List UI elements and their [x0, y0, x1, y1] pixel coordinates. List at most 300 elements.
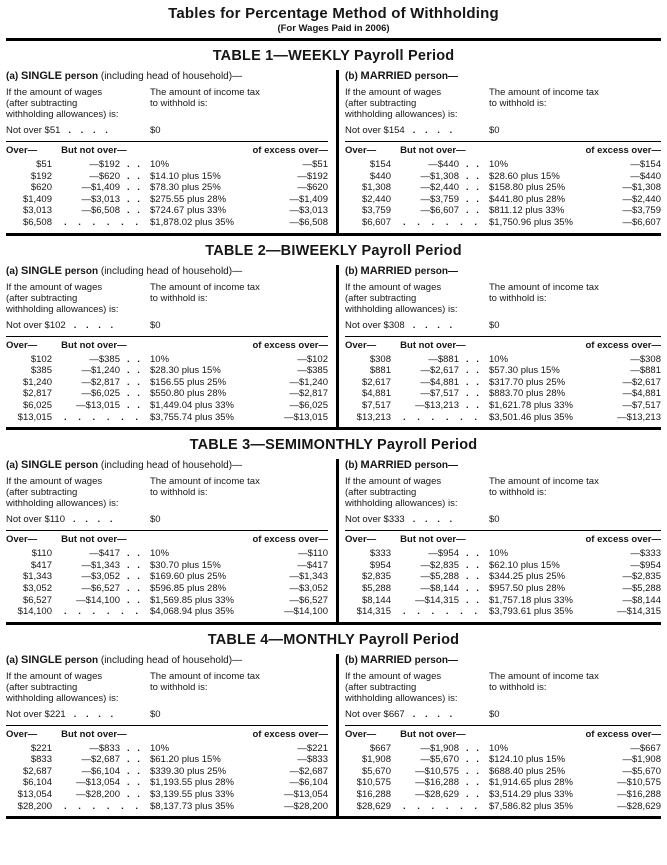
bracket-row: [6, 560, 328, 572]
zero-tax-value: $0: [489, 319, 500, 331]
married-panel: [345, 263, 661, 424]
over-value: $1,409: [22, 193, 52, 205]
dot-leader: . .: [466, 365, 479, 377]
of-excess-over-header: of excess over—: [585, 728, 661, 740]
over-value: $6,025: [22, 399, 52, 411]
but-not-over-value: —$1,343: [81, 559, 120, 571]
payroll-table: [0, 437, 667, 625]
tax-formula: $550.80 plus 28%: [150, 388, 227, 400]
dot-leader: . .: [127, 205, 140, 217]
excess-over-value: —$13,054: [284, 789, 328, 801]
tax-formula: 10%: [489, 159, 509, 170]
excess-over-value: —$385: [297, 365, 328, 377]
zero-tax-value: $0: [150, 125, 161, 136]
filing-status-heading: (b) MARRIED person—: [345, 70, 459, 82]
but-not-over-value: . . . . . .: [64, 606, 139, 618]
bracket-row: [6, 388, 328, 400]
tax-formula: $7,586.82 plus 35%: [489, 800, 573, 812]
tax-formula: $57.30 plus 15%: [489, 365, 560, 377]
over-header: Over—: [6, 534, 38, 546]
bracket-row: [6, 354, 328, 366]
excess-over-value: —$1,308: [622, 182, 661, 194]
wages-column-label: If the amount of wages (after subtracting withholding allowances) is:: [6, 281, 119, 315]
table-panels: [6, 68, 661, 229]
but-not-over-value: —$3,759: [420, 193, 459, 205]
dot-leader: . .: [466, 754, 479, 766]
bracket-header-row: [345, 725, 661, 740]
not-over-row: [6, 514, 328, 528]
but-not-over-value: . . . . . .: [403, 411, 478, 423]
over-value: $6,527: [22, 594, 52, 606]
but-not-over-value: —$6,025: [81, 388, 120, 400]
married-panel: [345, 68, 661, 229]
bracket-row: [6, 182, 328, 194]
over-value: $28,200: [17, 800, 52, 812]
bracket-row: [345, 217, 661, 229]
over-value: $667: [369, 742, 391, 754]
tax-formula: $1,621.78 plus 33%: [489, 399, 573, 411]
payroll-table: [0, 632, 667, 820]
tax-formula: $124.10 plus 15%: [489, 754, 566, 766]
bracket-rows: [345, 354, 661, 424]
but-not-over-value: . . . . . .: [64, 411, 139, 423]
but-not-over-header: But not over—: [400, 728, 466, 740]
bracket-row: [345, 182, 661, 194]
tax-formula: $3,514.29 plus 33%: [489, 789, 573, 801]
over-value: $14,315: [356, 606, 391, 618]
but-not-over-value: —$8,144: [420, 582, 459, 594]
tax-formula: $3,755.74 plus 35%: [150, 411, 234, 423]
condition-columns: [6, 282, 328, 315]
over-value: $333: [369, 548, 391, 560]
over-value: $5,670: [361, 765, 391, 777]
over-value: $2,617: [361, 376, 391, 388]
but-not-over-value: —$6,104: [81, 765, 120, 777]
bracket-row: [345, 801, 661, 813]
tax-column-label: The amount of income tax to withhold is:: [489, 281, 599, 304]
dot-leader: . . . .: [73, 319, 114, 331]
wages-column-label: If the amount of wages (after subtracting withholding allowances) is:: [6, 670, 119, 704]
bracket-row: [345, 194, 661, 206]
excess-over-value: —$2,440: [622, 193, 661, 205]
excess-over-value: —$667: [630, 742, 661, 754]
wages-column-label: If the amount of wages (after subtracting withholding allowances) is:: [6, 476, 119, 510]
bracket-row: [6, 194, 328, 206]
but-not-over-value: —$385: [89, 353, 120, 365]
over-value: $2,817: [22, 388, 52, 400]
dot-leader: . .: [466, 765, 479, 777]
over-value: $3,013: [22, 205, 52, 217]
bracket-row: [345, 571, 661, 583]
dot-leader: . .: [127, 193, 140, 205]
tax-column-label: The amount of income tax to withhold is:: [150, 670, 260, 693]
tax-formula: $156.55 plus 25%: [150, 376, 227, 388]
tax-formula: $688.40 plus 25%: [489, 765, 566, 777]
over-value: $13,213: [356, 411, 391, 423]
not-over-label: Not over $308: [345, 319, 405, 331]
tax-formula: 10%: [150, 353, 170, 365]
but-not-over-value: —$14,100: [76, 594, 120, 606]
over-value: $102: [30, 353, 52, 365]
table-title: TABLE 1—WEEKLY Payroll Period: [212, 48, 455, 64]
excess-over-value: —$51: [302, 159, 328, 170]
page-subtitle: (For Wages Paid in 2006): [277, 23, 390, 34]
single-panel: [6, 457, 328, 618]
zero-tax-value: $0: [150, 514, 161, 526]
dot-leader: . .: [466, 159, 479, 170]
table-title: TABLE 4—MONTHLY Payroll Period: [207, 631, 460, 648]
of-excess-over-header: of excess over—: [252, 534, 328, 546]
dot-leader: [459, 606, 485, 618]
tax-formula: 10%: [489, 353, 509, 365]
over-value: $881: [369, 365, 391, 377]
but-not-over-value: —$620: [89, 170, 120, 182]
over-value: $110: [31, 548, 52, 560]
tax-formula: $78.30 plus 25%: [150, 182, 221, 194]
excess-over-value: —$102: [297, 353, 328, 365]
filing-status-heading: (b) MARRIED person—: [345, 264, 459, 277]
excess-over-value: —$28,200: [284, 800, 328, 812]
excess-over-value: —$6,527: [289, 594, 328, 606]
excess-over-value: —$4,881: [622, 388, 661, 400]
table-title: TABLE 2—BIWEEKLY Payroll Period: [205, 242, 462, 259]
dot-leader: . .: [127, 559, 140, 571]
excess-over-value: —$2,835: [622, 571, 661, 583]
excess-over-value: —$1,908: [622, 754, 661, 766]
excess-over-value: —$5,670: [622, 765, 661, 777]
tax-column-label: The amount of income tax to withhold is:: [489, 87, 599, 109]
of-excess-over-header: of excess over—: [585, 145, 661, 156]
over-value: $154: [369, 159, 391, 170]
dot-leader: . .: [466, 548, 479, 560]
over-value: $8,144: [361, 594, 391, 606]
condition-columns: [6, 671, 328, 704]
but-not-over-value: . . . . . .: [64, 800, 139, 812]
but-not-over-value: —$13,015: [76, 399, 120, 411]
excess-over-value: —$2,617: [622, 376, 661, 388]
excess-over-value: —$14,315: [617, 606, 661, 618]
but-not-over-value: —$10,575: [415, 765, 459, 777]
not-over-label: Not over $102: [6, 319, 66, 331]
but-not-over-header: But not over—: [61, 145, 127, 156]
zero-tax-value: $0: [489, 125, 500, 136]
excess-over-value: —$417: [297, 559, 328, 571]
tax-formula: $3,793.61 plus 35%: [489, 606, 573, 618]
dot-leader: . .: [127, 159, 140, 170]
bracket-row: [6, 171, 328, 183]
dot-leader: . .: [466, 777, 479, 789]
header-divider: [6, 38, 661, 41]
bracket-rows: [345, 548, 661, 618]
of-excess-over-header: of excess over—: [252, 145, 328, 156]
but-not-over-header: But not over—: [61, 534, 127, 546]
zero-tax-value: $0: [150, 708, 161, 720]
over-value: $13,015: [17, 411, 52, 423]
over-value: $14,100: [17, 606, 52, 618]
over-value: $1,343: [22, 571, 52, 583]
not-over-row: [6, 125, 328, 139]
dot-leader: . .: [127, 399, 140, 411]
bracket-row: [345, 606, 661, 618]
married-panel: [345, 457, 661, 618]
over-value: $2,835: [361, 571, 391, 583]
filing-status-heading: (b) MARRIED person—: [345, 653, 459, 666]
over-value: $10,575: [356, 777, 391, 789]
not-over-row: [345, 320, 661, 334]
but-not-over-value: —$3,052: [81, 571, 120, 583]
dot-leader: . . . .: [412, 514, 453, 526]
excess-over-value: —$13,213: [617, 411, 661, 423]
not-over-amount: $667: [383, 708, 405, 720]
excess-over-value: —$13,015: [284, 411, 328, 423]
excess-over-value: —$7,517: [622, 399, 661, 411]
dot-leader: . .: [466, 582, 479, 594]
wages-column-label: If the amount of wages (after subtracting withholding allowances) is:: [6, 87, 119, 120]
bracket-header-row: [345, 530, 661, 545]
dot-leader: . . . .: [73, 708, 114, 720]
but-not-over-value: —$28,629: [415, 789, 459, 801]
over-header: Over—: [345, 145, 377, 156]
but-not-over-value: —$13,213: [415, 399, 459, 411]
tax-formula: $30.70 plus 15%: [150, 559, 221, 571]
bracket-row: [6, 400, 328, 412]
excess-over-value: —$1,343: [289, 571, 328, 583]
tax-column-label: The amount of income tax to withhold is:: [150, 87, 260, 109]
tax-formula: $339.30 plus 25%: [150, 765, 227, 777]
dot-leader: . . . .: [412, 319, 453, 331]
zero-tax-value: $0: [489, 708, 500, 720]
not-over-amount: $333: [383, 514, 405, 526]
over-value: $385: [30, 365, 52, 377]
bracket-row: [345, 777, 661, 789]
excess-over-value: —$3,759: [622, 205, 661, 217]
dot-leader: . .: [466, 353, 479, 365]
dot-leader: [120, 217, 146, 229]
excess-over-value: —$192: [297, 170, 328, 182]
tax-formula: $28.30 plus 15%: [150, 365, 221, 377]
dot-leader: [459, 801, 485, 813]
table-bottom-rule: [6, 427, 661, 430]
over-header: Over—: [6, 145, 38, 156]
dot-leader: . .: [466, 559, 479, 571]
single-panel: [6, 68, 328, 229]
dot-leader: . .: [466, 376, 479, 388]
filing-status-heading: (b) MARRIED person—: [345, 459, 459, 472]
zero-tax-value: $0: [489, 514, 500, 526]
over-value: $620: [30, 182, 52, 194]
condition-columns: [345, 476, 661, 509]
tax-column-label: The amount of income tax to withhold is:: [489, 476, 599, 499]
tax-formula: $1,569.85 plus 33%: [150, 594, 234, 606]
over-value: $3,759: [361, 205, 391, 217]
not-over-label: Not over $51: [6, 125, 61, 136]
dot-leader: . .: [127, 789, 140, 801]
dot-leader: [120, 801, 146, 813]
bracket-row: [6, 377, 328, 389]
condition-columns: [6, 87, 328, 120]
but-not-over-value: —$6,508: [81, 205, 120, 217]
tables-container: [0, 48, 667, 819]
over-value: $16,288: [356, 789, 391, 801]
but-not-over-value: —$1,308: [420, 170, 459, 182]
excess-over-value: —$6,508: [289, 216, 328, 228]
tax-formula: $441.80 plus 28%: [489, 193, 566, 205]
excess-over-value: —$2,687: [289, 765, 328, 777]
excess-over-value: —$440: [630, 170, 661, 182]
bracket-row: [6, 789, 328, 801]
dot-leader: . . . .: [72, 514, 113, 526]
but-not-over-value: . . . . . .: [403, 606, 478, 618]
bracket-row: [345, 365, 661, 377]
tax-formula: $1,193.55 plus 28%: [150, 777, 234, 789]
but-not-over-value: —$417: [89, 548, 120, 560]
bracket-row: [6, 217, 328, 229]
over-value: $2,687: [22, 765, 52, 777]
bracket-row: [345, 766, 661, 778]
bracket-row: [345, 159, 661, 171]
dot-leader: . .: [127, 353, 140, 365]
over-value: $417: [30, 559, 52, 571]
bracket-row: [345, 354, 661, 366]
but-not-over-value: —$192: [89, 159, 120, 170]
wages-column-label: If the amount of wages (after subtracting withholding allowances) is:: [345, 670, 458, 704]
bracket-rows: [6, 548, 328, 618]
tax-column-label: The amount of income tax to withhold is:: [150, 476, 260, 499]
bracket-header-row: [6, 141, 328, 156]
tax-formula: 10%: [150, 742, 170, 754]
dot-leader: . .: [466, 789, 479, 801]
tax-formula: $62.10 plus 15%: [489, 559, 560, 571]
condition-columns: [345, 282, 661, 315]
excess-over-value: —$881: [630, 365, 661, 377]
but-not-over-value: —$14,315: [415, 594, 459, 606]
dot-leader: . .: [127, 182, 140, 194]
tax-formula: $3,501.46 plus 35%: [489, 411, 573, 423]
filing-status-heading: (a) SINGLE person (including head of household)—: [6, 264, 243, 277]
bracket-row: [345, 400, 661, 412]
tax-formula: 10%: [489, 548, 509, 560]
bracket-row: [6, 571, 328, 583]
dot-leader: . .: [127, 742, 140, 754]
wages-column-label: If the amount of wages (after subtracting withholding allowances) is:: [345, 476, 458, 510]
tax-formula: 10%: [150, 159, 170, 170]
but-not-over-value: —$833: [89, 742, 120, 754]
dot-leader: . .: [466, 205, 479, 217]
bracket-header-row: [6, 725, 328, 740]
page-title: Tables for Percentage Method of Withholding: [168, 5, 499, 22]
dot-leader: . .: [127, 765, 140, 777]
excess-over-value: —$6,025: [289, 399, 328, 411]
wages-column-label: If the amount of wages (after subtracting withholding allowances) is:: [345, 87, 458, 120]
dot-leader: . . . .: [68, 125, 108, 136]
dot-leader: . .: [127, 582, 140, 594]
bracket-row: [6, 606, 328, 618]
single-panel: [6, 652, 328, 813]
dot-leader: . .: [466, 742, 479, 754]
of-excess-over-header: of excess over—: [252, 728, 328, 740]
but-not-over-value: . . . . . .: [403, 800, 478, 812]
dot-leader: . .: [466, 182, 479, 194]
dot-leader: . .: [127, 548, 140, 560]
bracket-row: [6, 412, 328, 424]
but-not-over-value: —$4,881: [420, 376, 459, 388]
tax-formula: $28.60 plus 15%: [489, 170, 560, 182]
excess-over-value: —$14,100: [284, 606, 328, 618]
but-not-over-header: But not over—: [400, 145, 466, 156]
excess-over-value: —$954: [630, 559, 661, 571]
but-not-over-value: —$440: [428, 159, 459, 170]
bracket-row: [345, 754, 661, 766]
over-header: Over—: [345, 728, 377, 740]
dot-leader: . .: [127, 376, 140, 388]
excess-over-value: —$10,575: [617, 777, 661, 789]
bracket-row: [345, 205, 661, 217]
not-over-amount: $221: [44, 708, 66, 720]
but-not-over-value: —$28,200: [76, 789, 120, 801]
tax-formula: $3,139.55 plus 33%: [150, 789, 234, 801]
over-header: Over—: [345, 339, 377, 351]
dot-leader: . . . .: [412, 125, 453, 136]
dot-leader: . .: [466, 193, 479, 205]
excess-over-value: —$28,629: [617, 800, 661, 812]
excess-over-value: —$5,288: [622, 582, 661, 594]
not-over-amount: $110: [44, 514, 65, 526]
not-over-row: [345, 709, 661, 723]
over-value: $833: [30, 754, 52, 766]
but-not-over-value: —$16,288: [415, 777, 459, 789]
excess-over-value: —$6,104: [289, 777, 328, 789]
condition-columns: [6, 476, 328, 509]
but-not-over-value: —$881: [428, 353, 459, 365]
not-over-amount: $102: [44, 319, 66, 331]
bracket-row: [6, 595, 328, 607]
but-not-over-value: —$2,817: [81, 376, 120, 388]
not-over-row: [345, 125, 661, 139]
over-value: $221: [30, 742, 52, 754]
but-not-over-header: But not over—: [61, 339, 127, 351]
dot-leader: . .: [466, 399, 479, 411]
of-excess-over-header: of excess over—: [585, 339, 661, 351]
not-over-amount: $51: [44, 125, 61, 136]
excess-over-value: —$833: [297, 754, 328, 766]
tax-formula: $317.70 plus 25%: [489, 376, 566, 388]
married-panel: [345, 652, 661, 813]
tax-formula: $344.25 plus 25%: [489, 571, 566, 583]
over-value: $6,508: [22, 216, 52, 228]
tax-formula: $61.20 plus 15%: [150, 754, 221, 766]
but-not-over-value: —$3,013: [81, 193, 120, 205]
excess-over-value: —$16,288: [617, 789, 661, 801]
bracket-row: [6, 205, 328, 217]
over-value: $954: [369, 559, 391, 571]
bracket-row: [345, 171, 661, 183]
dot-leader: . .: [127, 777, 140, 789]
bracket-row: [6, 159, 328, 171]
bracket-row: [345, 388, 661, 400]
over-value: $6,607: [361, 216, 391, 228]
over-value: $440: [369, 170, 391, 182]
over-value: $28,629: [356, 800, 391, 812]
table-bottom-rule: [6, 233, 661, 236]
over-value: $1,240: [22, 376, 52, 388]
but-not-over-value: —$5,670: [420, 754, 459, 766]
excess-over-value: —$3,013: [289, 205, 328, 217]
but-not-over-header: But not over—: [61, 728, 127, 740]
bracket-rows: [345, 159, 661, 229]
tax-formula: $957.50 plus 28%: [489, 582, 566, 594]
wages-column-label: If the amount of wages (after subtracting withholding allowances) is:: [345, 281, 458, 315]
bracket-rows: [6, 159, 328, 229]
